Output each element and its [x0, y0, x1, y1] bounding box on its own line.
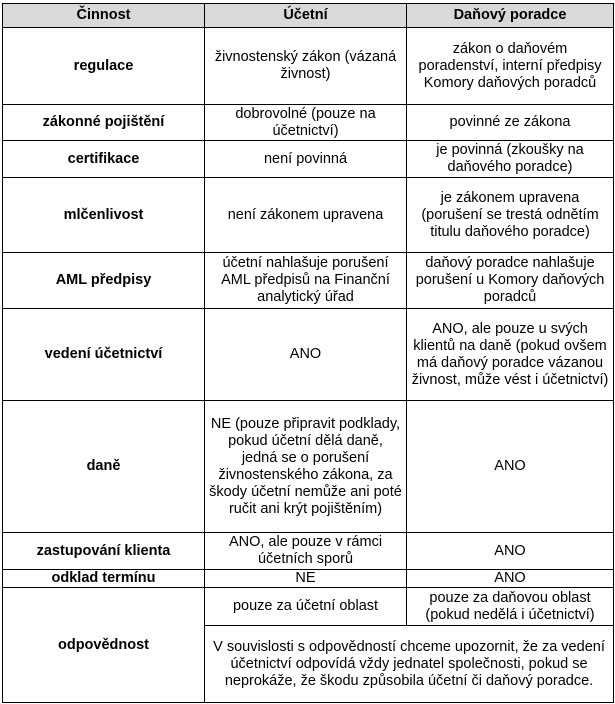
- activity-cell: odklad termínu: [3, 570, 205, 588]
- header-row: [3, 4, 614, 28]
- tax-advisor-cell: pouze za daňovou oblast (pokud nedělá i účetnictví): [407, 588, 614, 626]
- activity-cell: daně: [3, 401, 205, 533]
- header-activity: Činnost: [3, 4, 205, 28]
- liability-row: [3, 588, 614, 626]
- activity-cell: AML předpisy: [3, 253, 205, 309]
- header-tax-advisor: Daňový poradce: [407, 4, 614, 28]
- table-row: [3, 570, 614, 588]
- header-accountant: Účetní: [205, 4, 407, 28]
- table-row: [3, 401, 614, 533]
- accountant-cell: ANO, ale pouze v rámci účetních sporů: [205, 533, 407, 570]
- table-row: [3, 178, 614, 253]
- activity-cell: mlčenlivost: [3, 178, 205, 253]
- accountant-cell: účetní nahlašuje porušení AML předpisů na Finanční analytický úřad: [205, 253, 407, 309]
- accountant-cell: není zákonem upravena: [205, 178, 407, 253]
- tax-advisor-cell: je povinná (zkoušky na daňového poradce): [407, 141, 614, 178]
- liability-note: V souvislosti s odpovědností chceme upozornit, že za vedení účetnictví odpovídá vždy jednatel společnosti, pokud se neprokáže, že škodu způsobila účetní či daňový poradce.: [205, 626, 614, 703]
- tax-advisor-cell: ANO: [407, 533, 614, 570]
- table-row: [3, 28, 614, 105]
- accountant-cell: pouze za účetní oblast: [205, 588, 407, 626]
- accountant-cell: dobrovolné (pouze na účetnictví): [205, 105, 407, 141]
- activity-cell: zastupování klienta: [3, 533, 205, 570]
- accountant-cell: NE (pouze připravit podklady, pokud účetní dělá daně, jedná se o porušení živnostenského zákona, za škody účetní nemůže ani poté ručit ani krýt pojištěním): [205, 401, 407, 533]
- tax-advisor-cell: ANO: [407, 570, 614, 588]
- accountant-cell: ANO: [205, 309, 407, 401]
- table-row: [3, 105, 614, 141]
- tax-advisor-cell: povinné ze zákona: [407, 105, 614, 141]
- activity-cell: zákonné pojištění: [3, 105, 205, 141]
- tax-advisor-cell: zákon o daňovém poradenství, interní předpisy Komory daňových poradců: [407, 28, 614, 105]
- accountant-cell: živnostenský zákon (vázaná živnost): [205, 28, 407, 105]
- activity-cell: regulace: [3, 28, 205, 105]
- table-row: [3, 141, 614, 178]
- tax-advisor-cell: ANO: [407, 401, 614, 533]
- tax-advisor-cell: je zákonem upravena (porušení se trestá odnětím titulu daňového poradce): [407, 178, 614, 253]
- activity-cell: vedení účetnictví: [3, 309, 205, 401]
- table-row: [3, 253, 614, 309]
- table-row: [3, 309, 614, 401]
- table-row: [3, 533, 614, 570]
- activity-cell: odpovědnost: [3, 588, 205, 703]
- tax-advisor-cell: ANO, ale pouze u svých klientů na daně (pokud ovšem má daňový poradce vázanou živnost, může vést i účetnictví): [407, 309, 614, 401]
- activity-cell: certifikace: [3, 141, 205, 178]
- accountant-cell: není povinná: [205, 141, 407, 178]
- accountant-cell: NE: [205, 570, 407, 588]
- comparison-table: [2, 3, 614, 703]
- tax-advisor-cell: daňový poradce nahlašuje porušení u Komory daňových poradců: [407, 253, 614, 309]
